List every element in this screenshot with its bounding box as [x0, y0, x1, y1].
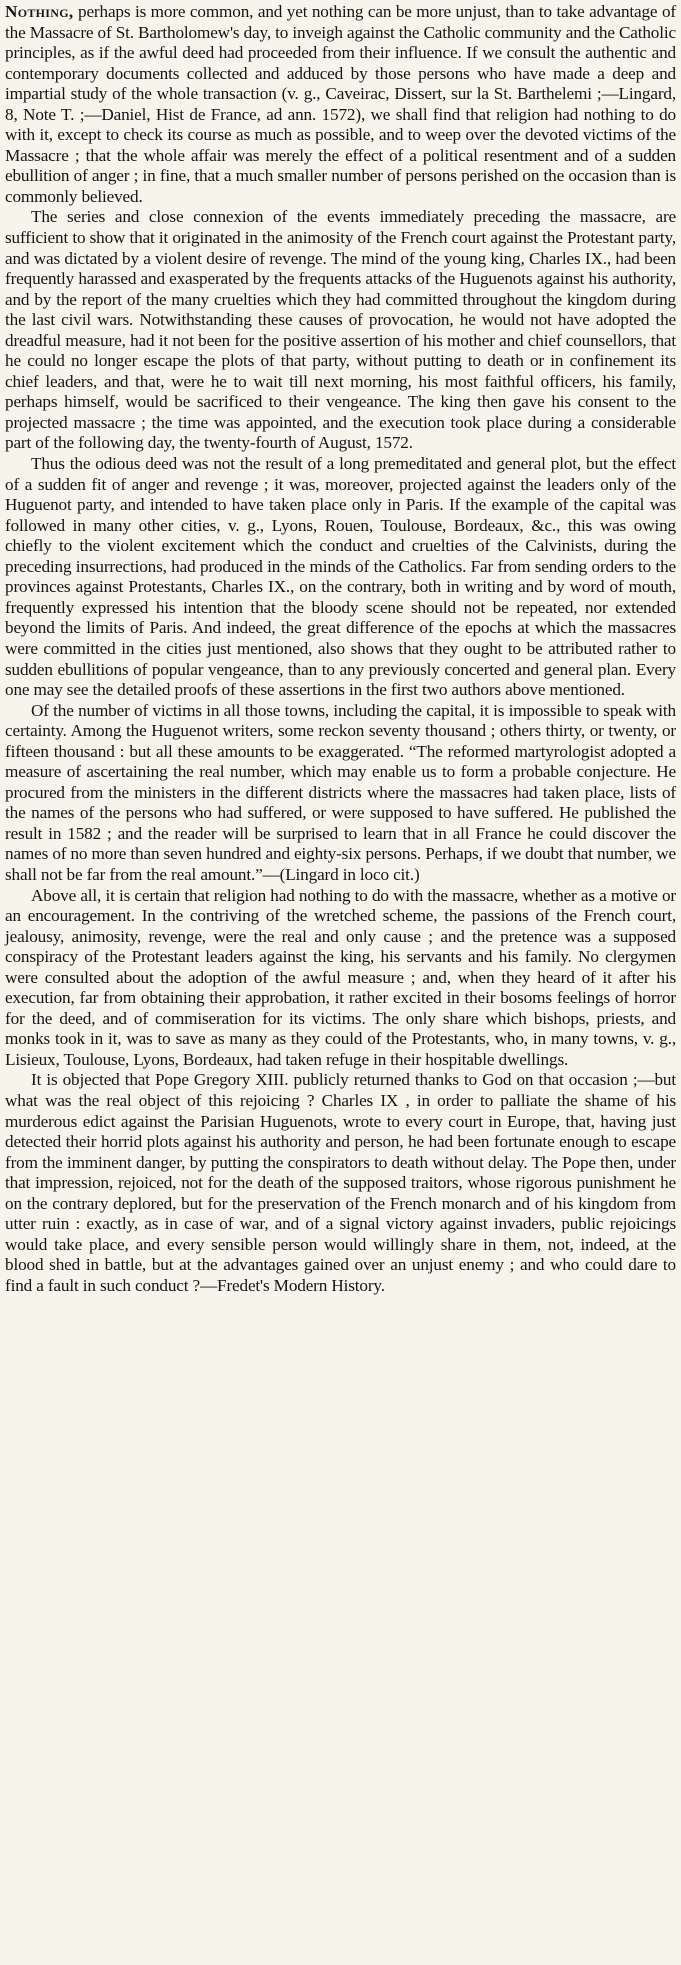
- paragraph-text: The series and close connexion of the events immediately preceding the massacre, are sufficient to show that it originated in the animosity of the French court against the Protestant party, and was dictated by a violent desire of revenge. The mind of the young king, Charles IX., had been frequently harassed and exasperated by the frequents attacks of the Huguenots against his authority, and by the report of the many cruelties which they had committed throughout the kingdom during the last civil wars. Notwithstanding these causes of provocation, he would not have adopted the dreadful measure, had it not been for the positive assertion of his mother and chief counsellors, that he could no longer escape the plots of that party, without putting to death or in confinement its chief leaders, and that, were he to wait till next morning, his most faithful officers, his family, perhaps himself, would be sacrificed to their vengeance. The king then gave his consent to the projected massacre ; the time was appointed, and the execution took place during a considerable part of the following day, the twenty-fourth of August, 1572.: [5, 207, 676, 453]
- paragraph-text: Thus the odious deed was not the result of a long premeditated and general plot, but the effect of a sudden fit of anger and revenge ; it was, moreover, projected against the leaders only of the Huguenot party, and intended to have taken place only in Paris. If the example of the capital was followed in many other cities, v. g., Lyons, Rouen, Toulouse, Bordeaux, &c., this was owing chiefly to the violent excitement which the conduct and cruelties of the Calvinists, during the preceding insurrections, had produced in the minds of the Catholics. Far from sending orders to the provinces against Protestants, Charles IX., on the contrary, both in writing and by word of mouth, frequently expressed his intention that the bloody scene should not be repeated, nor extended beyond the limits of Paris. And indeed, the great difference of the epochs at which the massacres were committed in the cities just mentioned, also shows that they ought to be attributed rather to sudden ebullitions of popular vengeance, than to any previously concerted and general plan. Every one may see the detailed proofs of these assertions in the first two authors above mentioned.: [5, 454, 676, 700]
- paragraph-6: [5, 1070, 676, 1296]
- paragraph-text: perhaps is more common, and yet nothing can be more unjust, than to take advantage of the Massacre of St. Bartholomew's day, to inveigh against the Catholic community and the Catholic principles, as if the awful deed had proceeded from their influence. If we consult the authentic and contemporary documents collected and adduced by those persons who have made a deep and impartial study of the whole transaction (v. g., Caveirac, Dissert, sur la St. Barthelemi ;—Lingard, 8, Note T. ;—Daniel, Hist de France, ad ann. 1572), we shall find that religion had nothing to do with it, except to check its course as much as possible, and to weep over the devoted victims of the Massacre ; that the whole affair was merely the effect of a political resentment and of a sudden ebullition of anger ; in fine, that a much smaller number of persons perished on the occasion than is commonly believed.: [5, 2, 676, 206]
- paragraph-text: Of the number of victims in all those towns, including the capital, it is impossible to speak with certainty. Among the Huguenot writers, some reckon seventy thousand ; others thirty, or twenty, or fifteen thousand : but all these amounts to be exaggerated. “The reformed martyrologist adopted a measure of ascertaining the real number, which may enable us to form a probable conjecture. He procured from the ministers in the different districts where the massacres had taken place, lists of the names of the persons who had suffered, or were supposed to have suffered. He published the result in 1582 ; and the reader will be surprised to learn that in all France he could discover the names of no more than seven hundred and eighty-six persons. Perhaps, if we doubt that number, we shall not be far from the real amount.”—(Lingard in loco cit.): [5, 700, 676, 884]
- paragraph-5: [5, 886, 676, 1071]
- paragraph-text: Above all, it is certain that religion had nothing to do with the massacre, whether as a motive or an encouragement. In the contriving of the wretched scheme, the passions of the French court, jealousy, animosity, revenge, were the real and only cause ; and the pretence was a supposed conspiracy of the Protestant leaders against the king, his servants and his family. No clergymen were consulted about the adoption of the awful measure ; and, when they heard of it after his execution, far from obtaining their approbation, it rather excited in their bosoms feelings of horror for the deed, and of commiseration for its victims. The only share which bishops, priests, and monks took in it, was to save as many as they could of the Protestants, who, in many towns, v. g., Lisieux, Toulouse, Lyons, Bordeaux, had taken refuge in their hospitable dwellings.: [5, 885, 676, 1069]
- lead-word: Nothing,: [5, 2, 74, 21]
- paragraph-3: [5, 454, 676, 701]
- article-column: [5, 2, 676, 1296]
- paragraph-1: [5, 2, 676, 207]
- paragraph-text: It is objected that Pope Gregory XIII. publicly returned thanks to God on that occasion ;—but what was the real object of this rejoicing ? Charles IX , in order to palliate the shame of his murderous edict against the Parisian Huguenots, wrote to every court in Europe, that, having just detected their horrid plots against his authority and person, he had been fortunate enough to escape from the imminent danger, by putting the conspirators to death without delay. The Pope then, under that impression, rejoiced, not for the death of the supposed traitors, whose rigorous punishment he on the contrary deplored, but for the preservation of the French monarch and of his kingdom from utter ruin : exactly, as in case of war, and of a signal victory against invaders, public rejoicings would take place, and every sensible person would willingly share in them, not, indeed, at the blood shed in battle, but at the advantages gained over an unjust enemy ; and who could dare to find a fault in such conduct ?—Fredet's Modern History.: [5, 1070, 676, 1295]
- paragraph-2: [5, 207, 676, 454]
- paragraph-4: [5, 701, 676, 886]
